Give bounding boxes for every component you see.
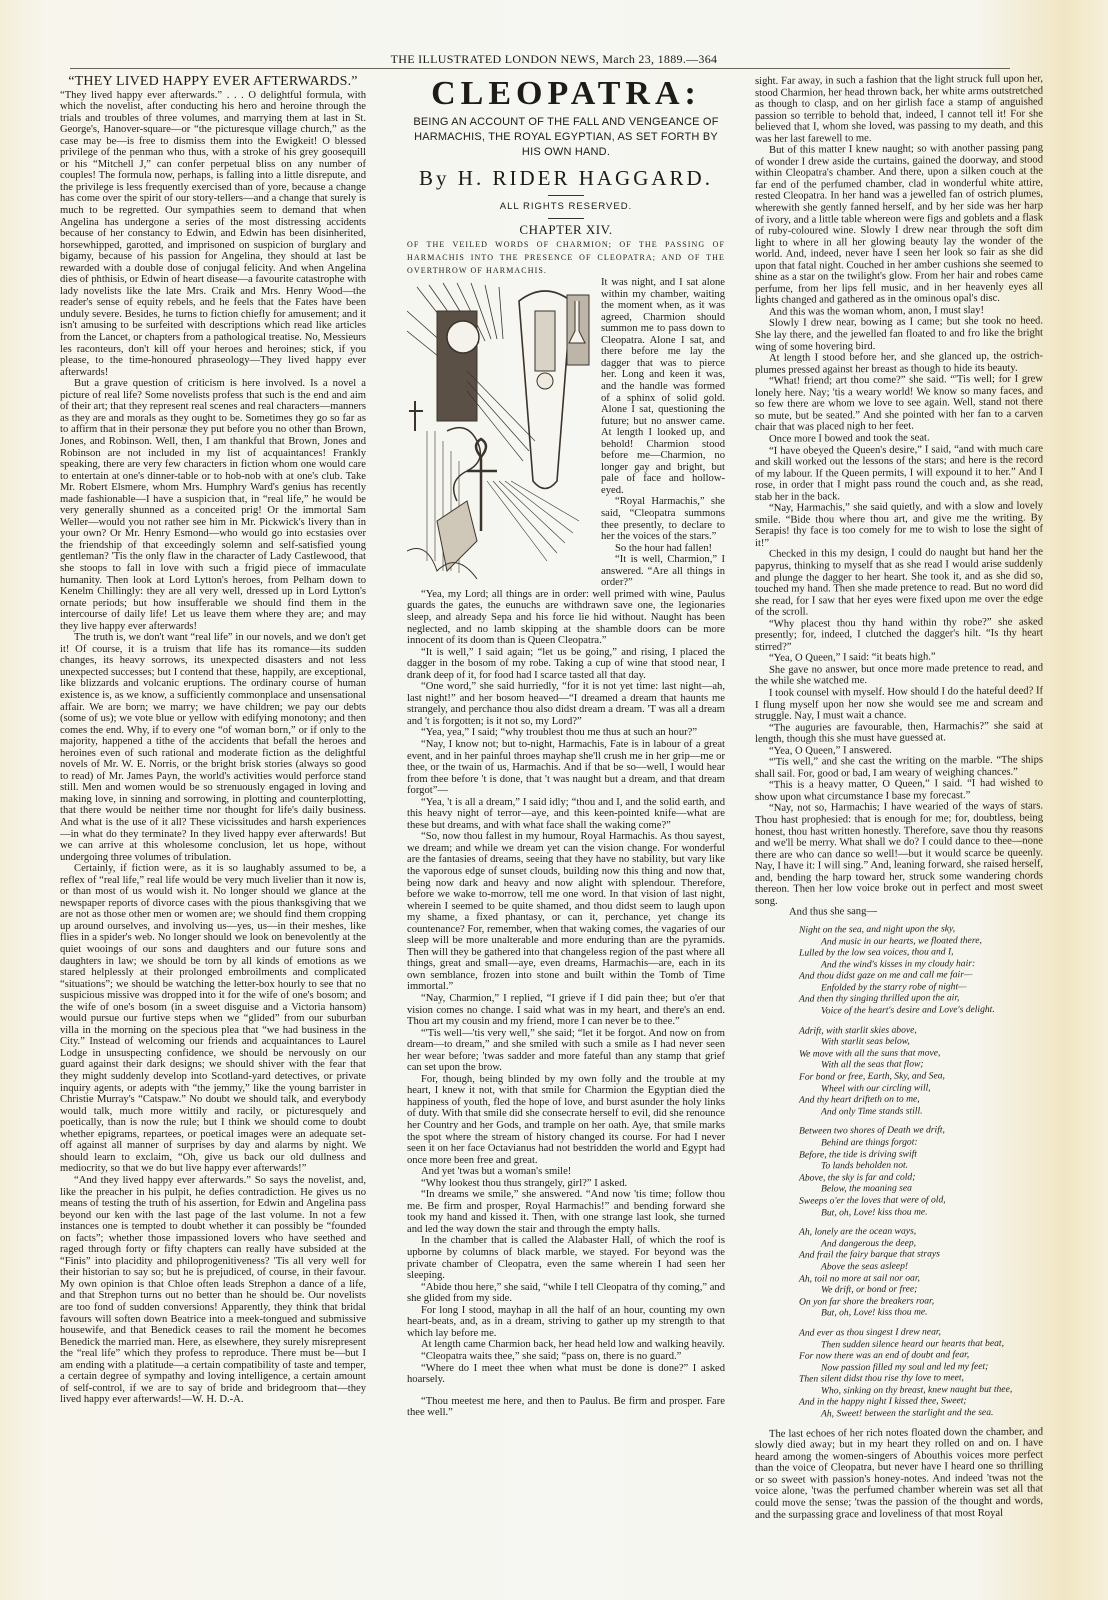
serial-paragraph: “The auguries are favourable, then, Harmachis?” she said at length, though this she must have guessed at. <box>755 720 1043 746</box>
serial-paragraph: And thus she sang— <box>789 906 877 919</box>
serial-paragraph: “In dreams we smile,” she answered. “And now 'tis time; follow thou me. Be firm and prosper, Royal Harmachis!” and bending forward she took my hand and kissed it. Then, with one strange last look, she turned and led the way down the stair and through the empty halls. <box>407 1189 725 1235</box>
serial-paragraph: “'Tis well—'tis very well,” she said; “let it be forgot. And now on from dream—to dream,” and she smiled with such a smile as I had never seen her wear before; 'twas sadder and more fateful than any stamp that grief can set upon the brow. <box>407 1027 725 1074</box>
poem-line: And music in our hearts, we floated there, <box>821 934 982 947</box>
poem-line: Ah, lonely are the ocean ways, <box>799 1225 917 1238</box>
serial-paragraph: It was night, and I sat alone within my chamber, waiting the moment when, as it was agreed, Charmion should summon me to pass down to Cleopatra. Alone I sat, and there before me lay the dagger that was to pierce her. Long and keen it was, and the handle was formed of a sphinx of solid gold. Alone I sat, questioning the future; but no answer came. At length I looked up, and behold! Charmion stood before me—Charmion, no longer gay and bright, but pale of face and hollow-eyed. <box>601 277 725 496</box>
serial-paragraph: “Nay, Harmachis,” she said quietly, and with a slow and lovely smile. “Bide thou where thou art, and give me the writing. By Serapis! thy face is too comely for me to wish to lose the sight of it!” <box>755 500 1043 549</box>
poem-line: And thy heart drifteth on to me, <box>799 1093 920 1106</box>
egyptian-engraving-icon <box>407 281 593 581</box>
serial-paragraph: “Nay, I know not; but to-night, Harmachis, Fate is in labour of a great event, and in her painful throes mayhap she'll crush me in her grip—me or thee, or the twain of us, Harmachis. And if that be so—well, I would hear from thee before 't is done, that 't was naught but a dream, and that dream forgot”— <box>407 738 725 797</box>
serial-subtitle: BEING AN ACCOUNT OF THE FALL AND VENGEANCE OF HARMACHIS, THE ROYAL EGYPTIAN, AS SET FORTH BY HIS OWN HAND. <box>413 116 719 158</box>
serial-author: By H. RIDER HAGGARD. <box>419 166 713 190</box>
poem-line: To lands beholden not. <box>821 1159 909 1172</box>
poem-line: Behind are things forgot: <box>821 1136 918 1149</box>
rights-notice: ALL RIGHTS RESERVED. <box>499 201 633 212</box>
essay-paragraph: The truth is, we don't want “real life” in our novels, and we don't get it! Of course, it is a truism that life has its romance—its sudden changes, its heavy sorrows, its unexpected disasters and not less unexpected successes; but I contend that these, happily, are exceptional, like blizzards and volcanic eruptions. The ordinary course of human existence is, as we know, a sufficiently commonplace and unsensational affair. We are born; we marry; we have children; we pay our debts (some of us); we vote blue or yellow with edifying monotony; and then comes the end. Why, if to every one “of woman born,” or if only to the majority, happened a tithe of the accidents that befall the heroes and heroines even of such rational and moderate fiction as the delightful novels of Mr. W. E. Norris, or the bright brisk stories (always so good to read) of Mr. James Payn, the world's activities would perforce stand still. Men and women would be so strenuously engaged in loving and making love, in sinning and sorrowing, in plotting and counterplotting, that there would be neither time nor thought for life's daily business. And what is the use of it all? These vicissitudes and harsh experiences—in what do they terminate? In they lived happy ever afterwards! But we can arrive at this wholesome conclusion, let us hope, without undergoing three volumes of tribulation. <box>60 632 366 863</box>
poem-line: Ah, toil no more at sail nor oar, <box>799 1272 920 1285</box>
serial-paragraph: Once more I bowed and took the seat. <box>769 432 930 445</box>
poem-line: Lulled by the low sea voices, thou and I, <box>799 946 954 959</box>
poem-line: Sweeps o'er the loves that were of old, <box>799 1194 946 1207</box>
serial-paragraph: “So, now thou fallest in my humour, Royal Harmachis. As thou sayest, we dream; and while we dream yet can the vision change. For wonderful are the fantasies of dreams, seeing that they have no stability, but vary like the vaporous edge of sunset clouds, building now this thing and now that, being now dark and heavy and now alight with splendour. Therefore, before we wake to-morrow, tell me one word. In that vision of last night, wherein I seemed to be quite shamed, and thou didst seem to laugh upon my shame, a fixed phantasy, or can it, perchance, yet change its countenance? For, remember, when that waking comes, the vagaries of our sleep will be more unalterable and more enduring than are the pyramids. Then will they be gathered into that changeless region of the past where all things, great and small—aye, even dreams, Harmachis—are, each in its own semblance, frozen into stone and built within the Tomb of Time immortal.” <box>407 831 725 993</box>
serial-paragraph: So the hour had fallen! <box>615 542 713 554</box>
poem-line: And thou didst gaze on me and call me fair— <box>799 969 973 982</box>
serial-paragraph: I took counsel with myself. How should I do the hateful deed? If I flung myself upon her now she would see me and scream and struggle. Nay, I must wait a chance. <box>755 685 1043 723</box>
poem-line: For now there was an end of doubt and fear, <box>799 1349 970 1362</box>
poem-line: On yon far shore the breakers roar, <box>799 1295 935 1308</box>
masthead: THE ILLUSTRATED LONDON NEWS, March 23, 1889.—364 <box>390 52 718 66</box>
poem-line: But, oh, Love! kiss thou me. <box>821 1306 928 1319</box>
serial-column-continued <box>755 73 1043 1521</box>
poem-line: Voice of the heart's desire and Love's delight. <box>821 1003 995 1017</box>
serial-paragraph: She gave no answer, but once more made pretence to read, and the while she watched me. <box>755 662 1043 688</box>
serial-title: CLEOPATRA: <box>431 75 701 112</box>
serial-paragraph: “'Tis well,” and she cast the writing on the marble. “The ships shall sail. For, good or bad, I am weary of weighing chances.” <box>755 754 1043 780</box>
serial-paragraph: “Where do I meet thee when what must be done is done?” I asked hoarsely. <box>407 1362 725 1386</box>
poem-line: Between two shores of Death we drift, <box>799 1124 945 1138</box>
serial-column <box>407 76 725 1419</box>
serial-paragraph: “Why placest thou thy hand within thy robe?” she asked presently; for, indeed, I clutched the dagger's hilt. “Is thy heart stirred?” <box>755 616 1043 653</box>
serial-paragraph: “Yea, O Queen,” I said: “it beats high.” <box>769 651 936 665</box>
serial-paragraph: “This is a heavy matter, O Queen,” I said. “I had wished to show upon what circumstance I base my forecast.” <box>755 777 1043 803</box>
essay-paragraph: “And they lived happy ever afterwards.” So says the novelist, and, like the preacher in his pulpit, he defies contradiction. He gives us no means of testing the truth of his assertion, for Edwin and Angelina pass beyond our ken with the last page of the last volume. In not a few instances one is tempted to doubt whether it can possibly be “founded on facts”; whether those impassioned lovers who have seethed and raged through forty or fifty chapters can really have subsided at the “Finis” into placidity and philoprogenitiveness? 'Tis all very well for their historian to say so; but he is prejudiced, of course, in their favour. My own opinion is that Chloe often leads Strephon a dance of a life, and that Strephon turns out no better than he should be. Our novelists are too fond of sudden conversions! Apparently, they think that bridal favours will soften down Beatrice into a meek-tongued and submissive housewife, and that Benedick ceases to rail the moment he becomes Benedick the married man. Here, as elsewhere, they surely misrepresent the “real life” which they profess to reproduce. There must be—but I am ending with a platitude—a certain compatibility of taste and temper, a certain degree of sympathy and loving intelligence, a certain amount of self-control, if we are to say of bride and bridegroom that—they lived happy ever afterwards!—W. H. D.-A. <box>60 1174 366 1406</box>
divider <box>548 218 584 219</box>
serial-paragraph: For, though, being blinded by my own folly and the trouble at my heart, I knew it not, with that smile for Charmion the Egyptian died the happiness of youth, fled the hope of love, and burst asunder the holy links of duty. With that smile did she consecrate herself to evil, did she renounce her Country and her Gods, and trample on her oath. Aye, that smile marks the spot where the stream of history changed its course. For had I never seen it on her face Octavianus had not bestridden the world and Egypt had once more been free and great. <box>407 1073 725 1166</box>
divider <box>548 195 584 196</box>
chapter-heading: CHAPTER XIV. <box>519 221 613 237</box>
serial-paragraph: “Nay, not so, Harmachis; I have wearied of the ways of stars. Thou hast prophesied: that is enough for me; for, doubtless, being honest, thou hast written honestly. Therefore, save thou thy reasons and we'll be merry. What shall we do? I could dance to thee—none there are who can dance so well!—but it would scarce be queenly. Nay, I have it: I will sing.” And, leaning forward, she raised herself, and, bending the harp toward her, struck some wandering chords thereon. Then her low voice broke out in perfect and most sweet song. <box>755 800 1043 907</box>
poem-line: With all the seas that flow; <box>821 1058 924 1071</box>
serial-paragraph: Slowly I drew near, bowing as I came; but she took no heed. She lay there, and the jewelled fan floated to and fro like the bright wing of some hovering bird. <box>755 315 1043 353</box>
serial-paragraph: “Thou meetest me here, and then to Paulus. Be firm and prosper. Fare thee well.” <box>407 1395 725 1419</box>
serial-paragraph: “I have obeyed the Queen's desire,” I said, “and with much care and skill worked out the lessons of the stars; and here is the record of my labour. If the Queen permits, I will expound it to her.” And I rose, in order that I might pass round the couch and, as she read, stab her in the back. <box>755 442 1043 503</box>
chapter-description: OF THE VEILED WORDS OF CHARMION; OF THE PASSING OF HARMACHIS INTO THE PRESENCE OF CLEOPATRA; AND OF THE OVERTHROW OF HARMACHIS. <box>407 240 725 276</box>
poem-line: And in the happy night I kissed thee, Sweet; <box>799 1395 967 1409</box>
poem-line: We move with all the suns that move, <box>799 1047 941 1060</box>
decorative-initial-illustration <box>407 281 593 581</box>
serial-paragraph: “It is well,” I said again; “let us be going,” and rising, I placed the dagger in the bosom of my robe. Taking a cup of wine that stood near, I drank deep of it, for food had I scarce tasted all that day. <box>407 646 725 681</box>
song-poem <box>799 922 1043 1420</box>
essay-paragraph: Certainly, if fiction were, as it is so laughably assumed to be, a reflex of “real life,” real life would be very much livelier than it now is, or than most of us would wish it. No longer should we glance at the newspaper reports of divorce cases with the pious thanksgiving that we are not as those other men or women are; we should find them cropping up around ourselves, and involving us—yes, us—in their meshes, like flies in a spider's web. No longer should we look on benevolently at the quiet wooings of our sons and daughters and our future sons and daughters in law; we should be torn by all kinds of emotions as we stared helplessly at their prolonged embroilments and complicated “situations”; we should be watching the letter-box hourly to see that no suspicious missive was dropped into it for the wife of one's bosom; and the wife of one's bosom (in a sweet disguise and a Victoria hansom) would pursue our furtive steps when we “glided” from our suburban villa in the morning on the specious plea that “we had business in the City.” Instead of welcoming our friends and acquaintances to Laurel Lodge in unsuspecting confidence, we should be nervously on our guard against their dark designs; we should shiver with the fear that they might suddenly develop into Scotland-yard detectives, or private inquiry agents, or adepts with “the jemmy,” like the young barrister in Christie Murray's “Catspaw.” No doubt we should talk, and everybody would talk, much more wittily and racily, or picturesquely and poetically, than is now the rule; but I think we should come to doubt whether epigrams, repartees, or poetical images were an adequate set-off against all manner of surprises by day and alarms by night. We should learn to exclaim, “Oh, give us back our old dullness and mediocrity, so that we do but live happy ever afterwards!” <box>60 863 366 1175</box>
serial-paragraph: At length came Charmion back, her head held low and walking heavily. <box>421 1339 725 1351</box>
serial-paragraph: “It is well, Charmion,” I answered. “Are all things in order?” <box>601 554 725 589</box>
serial-paragraph: In the chamber that is called the Alabaster Hall, of which the roof is upborne by columns of black marble, we stayed. For beyond was the private chamber of Cleopatra, even the same wherein I had seen her sleeping. <box>407 1235 725 1282</box>
poem-stanza <box>799 922 1043 1017</box>
serial-paragraph: “Yea, 't is all a dream,” I said idly; “thou and I, and the solid earth, and this heavy night of terror—aye, and this keen-pointed knife—what are these but dreams, and with what face shall the waking come?” <box>407 796 725 831</box>
serial-paragraph: “Abide thou here,” she said, “while I tell Cleopatra of thy coming,” and she glided from my side. <box>407 1281 725 1305</box>
serial-paragraph: The last echoes of her rich notes floated down the chamber, and slowly died away; but in my heart they rolled on and on. I have heard among the women-singers of Abouthis voices more perfect than the voice of Cleopatra, but never have I heard one so thrilling or so sweet with passion's honey-notes. And indeed 'twas not the voice alone, 'twas the perfumed chamber wherein was set all that could move the sense; 'twas the passion of the thought and words, and the surpassing grace and loveliness of that most Royal <box>755 1426 1043 1521</box>
serial-paragraph: “Yea, yea,” I said; “why troublest thou me thus at such an hour?” <box>421 727 698 739</box>
poem-line: Enfolded by the starry robe of night— <box>821 981 967 994</box>
poem-line: Above the seas asleep! <box>821 1260 909 1273</box>
serial-paragraph: “Cleopatra waits thee,” she said; “pass on, there is no guard.” <box>421 1350 682 1362</box>
poem-line: We drift, or bond or free; <box>821 1283 918 1296</box>
poem-line: And then thy singing thrilled upon the air, <box>799 992 960 1006</box>
serial-paragraph: “Why lookest thou thus strangely, girl?” I asked. <box>421 1177 628 1189</box>
poem-line: But, oh, Love! kiss thou me. <box>821 1206 928 1219</box>
poem-line: And ever as thou singest I drew near, <box>799 1326 941 1339</box>
poem-line: And dangerous the deep, <box>821 1237 917 1250</box>
serial-paragraph: “Nay, Charmion,” I replied, “I grieve if I did pain thee; but o'er that vision comes no change. I said what was in my heart, and there's an end. Thou art my cousin and my friend, more I can never be to thee.” <box>407 993 725 1028</box>
poem-line: Ah, Sweet! between the starlight and the sea. <box>821 1406 994 1420</box>
serial-paragraph: “What! friend; art thou come?” she said. “'Tis well; for I grew lonely here. Nay; 'tis a weary world! We know so many faces, and so few there are whom we love to see again. Well, stand not there so mute, but be seated.” And she pointed with her fan to a carven chair that was placed nigh to her feet. <box>755 373 1043 434</box>
poem-stanza <box>799 1023 1043 1118</box>
poem-line: And the wind's kisses in my cloudy hair: <box>821 957 976 971</box>
poem-stanza <box>799 1124 1043 1219</box>
poem-line: Above, the sky is far and cold; <box>799 1171 916 1184</box>
poem-line: Wheel with our circling will, <box>821 1082 931 1095</box>
serial-paragraph: But of this matter I knew naught; so with another passing pang of wonder I drew aside the curtains, gained the doorway, and stood within Cleopatra's chamber. And there, upon a silken couch at the far end of the perfumed chamber, clad in wonderful white attire, rested Cleopatra. In her hand was a jewelled fan of ostrich plumes, wherewith she gently fanned herself, and by her side was her harp of ivory, and a little table whereon were figs and goblets and a flask of ruby-coloured wine. Slowly I drew near through the soft dim light to where in all her glowing beauty lay the wonder of the world. And, indeed, never have I seen her look so fair as she did upon that fatal night. Couched in her amber cushions she seemed to shine as a star on the twilight's glow. From her hair and robes came perfume, from her lips fell music, and in her heavenly eyes all lights changed and gathered as in the ominous opal's disc. <box>755 142 1043 307</box>
serial-paragraph: sight. Far away, in such a fashion that the light struck full upon her, stood Charmion, her head thrown back, her white arms outstretched as though to clasp, and on her girlish face a stamp of anguished passion so terrible to behold that, indeed, I cannot tell it! For she believed that I, whom she loved, was passing to my death, and this was her last farewell to me. <box>755 73 1043 145</box>
serial-paragraph: And this was the woman whom, anon, I must slay! <box>769 304 985 318</box>
serial-paragraph: “Yea, O Queen,” I answered. <box>769 744 892 757</box>
serial-paragraph: “Yea, my Lord; all things are in order: well primed with wine, Paulus guards the gates, the eunuchs are withdrawn save one, the legionaries sleep, and already Sepa and his force lie hid without. Naught has been neglected, and no lamb skipping at the shamble doors can be more innocent of its doom than is Queen Cleopatra.” <box>407 588 725 647</box>
serial-paragraph: For long I stood, mayhap in all the half of an hour, counting my own heart-beats, and, as in a dream, striving to gather up my strength to that which lay before me. <box>407 1304 725 1339</box>
poem-stanza <box>799 1225 1043 1320</box>
poem-line: Then sudden silence heard our hearts that beat, <box>821 1337 1004 1350</box>
poem-line: With starlit seas below, <box>821 1035 910 1048</box>
serial-paragraph: “Royal Harmachis,” she said, “Cleopatra summons thee presently, to declare to her the voices of the stars.” <box>601 496 725 543</box>
poem-line: Then silent didst thou rise thy love to meet, <box>799 1372 964 1385</box>
essay-paragraph: But a grave question of criticism is here involved. Is a novel a picture of real life? Some novelists profess that such is the end and aim of their art; that they represent real scenes and real characters—manners as they are and morals as they ought to be. Sometimes they go so far as to affirm that in their personæ they put before you no other than Brown, Jones, and Robinson. Well, then, I am thankful that Brown, Jones and Robinson are not included in my list of acquaintances! Frankly speaking, there are very few characters in fiction whom one would care to entertain at one's dinner-table or to hob-nob with at one's club. Take Mr. Robert Elsmere, whom Mrs. Humphry Ward's genius has recently made fashionable—I have a suspicion that, in “real life,” he would be very generally shunned as a conceited prig! Or the immortal Sam Weller—would you not rather see him in Mr. Pickwick's livery than in your own? Or Mr. Henry Esmond—who would go into ecstasies over the friendship of that exceedingly solemn and self-satisfied young gentleman? 'Tis the only flaw in the character of Lady Castlewood, that she stoops to fall in love with such a frigid piece of immaculate humanity. Then look at Lord Lytton's heroes, from Pelham down to Kenelm Chillingly: they are all very well, dressed up in Lord Lytton's ornate periods; but how insufferable we should find them in the intercourse of daily life! Let us leave them where they are; and may they live happy ever afterwards! <box>60 378 366 632</box>
serial-paragraph: “One word,” she said hurriedly, “for it is not yet time: last night—ah, last night!” and her bosom heaved—“I dreamed a dream that haunts me strangely, and perchance thou also didst dream a dream. 'T was all a dream and 't is forgotten; is it not so, my Lord?” <box>407 681 725 727</box>
poem-line: Before, the tide is driving swift <box>799 1148 917 1161</box>
poem-line: And frail the fairy barque that strays <box>799 1248 940 1261</box>
poem-stanza <box>799 1325 1043 1420</box>
essay-column <box>60 76 366 1406</box>
poem-line: For bond or free, Earth, Sky, and Sea, <box>799 1070 945 1083</box>
serial-paragraph: Checked in this my design, I could do naught but hand her the papyrus, thinking to myself that as she read I would arise suddenly and plunge the dagger to her heart. She took it, and as she did so, touched my hand. Then she made pretence to read. But no word did she read, for I saw that her eyes were fixed upon me over the edge of the scroll. <box>755 546 1043 619</box>
poem-line: Below, the moaning sea <box>821 1183 912 1195</box>
poem-line: Night on the sea, and night upon the sky, <box>799 923 956 936</box>
poem-line: Now passion filled my soul and led my feet; <box>821 1360 989 1374</box>
essay-paragraph: “They lived happy ever afterwards.” . . . O delightful formula, with which the novelist, after conducting his hero and heroine through the trials and troubles of three volumes, and marrying them at last in St. George's, Hanover-square—or “the picturesque village church,” as the case may be—is free to dismiss them into the Ewigkeit! O blessed privilege of the penman who thus, with a stroke of his grey goosequill or his “Mitchell J,” can confer perpetual bliss on any number of couples! The formula now, perhaps, is falling into a little disrepute, and the privilege is less frequently exercised than of yore, because a change has come over the spirit of our story-tellers—and a change that surely is much to be regretted. Our sympathies seem to demand that when Angelina has undergone a series of the most distressing accidents because of her constancy to Edwin, and Edwin has been disinherited, horsewhipped, garotted, and imprisoned on suspicion of burglary and bigamy, because of his passion for Angelina, they should at last be rewarded with a double dose of conjugal felicity. And when Angelina dies of phthisis, or Edwin of heart disease—a favourite catastrophe with lady novelists like the late Mrs. Craik and Mrs. Henry Wood—the reader's sense of equity rebels, and he feels that the Fates have been unduly severe. Besides, he turns to fiction chiefly for amusement; and it isn't amusing to be surfeited with descriptions which read like articles from the Lancet, or chapters from a pathological treatise. No, Messieurs les raconteurs, don't kill off your heroes and heroines; stick, if you please, to the time-honoured phraseology—They lived happy ever afterwards! <box>60 89 366 378</box>
essay-title: “THEY LIVED HAPPY EVER AFTERWARDS.” <box>68 74 358 89</box>
masthead-rule <box>70 68 1010 69</box>
serial-paragraph: And yet 'twas but a woman's smile! <box>421 1166 572 1178</box>
poem-line: And only Time stands still. <box>821 1105 923 1118</box>
poem-line: Adrift, with starlit skies above, <box>799 1024 917 1037</box>
poem-line: Who, sinking on thy breast, knew naught but thee, <box>821 1383 1013 1397</box>
serial-paragraph: At length I stood before her, and she glanced up, the ostrich-plumes pressed against her breast as though to hide its beauty. <box>755 350 1043 376</box>
